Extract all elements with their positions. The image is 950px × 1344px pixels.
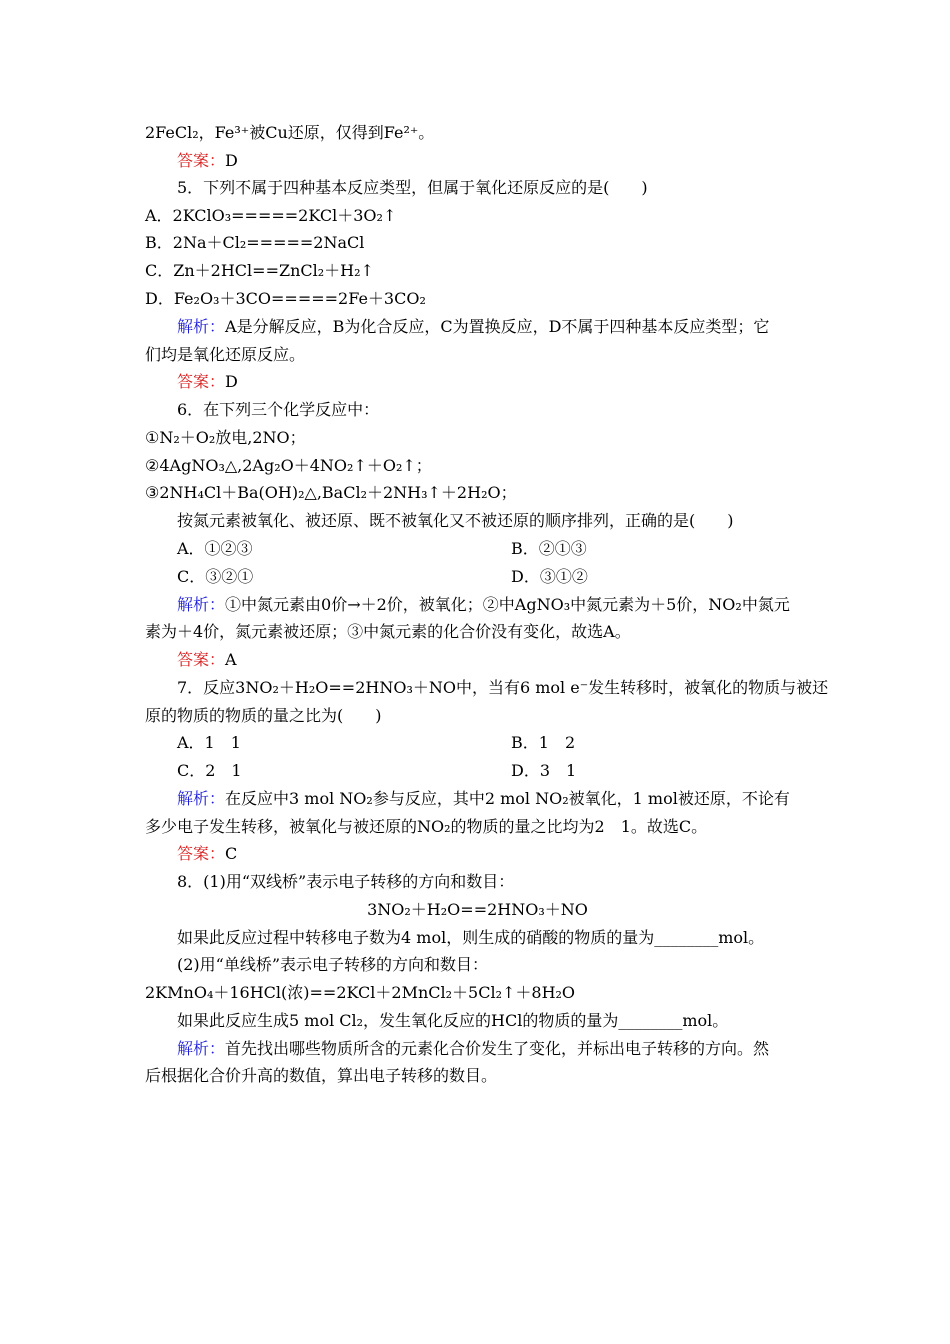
text-line: 按氮元素被氧化、被还原、既不被氧化又不被还原的顺序排列，正确的是( ) xyxy=(177,511,734,530)
analysis-label: 解析： xyxy=(177,789,226,808)
option-b: B．②①③ xyxy=(511,539,587,558)
reaction-1: ①N₂＋O₂放电,2NO； xyxy=(145,428,306,447)
reaction-3: ③2NH₄Cl＋Ba(OH)₂△,BaCl₂＋2NH₃↑＋2H₂O； xyxy=(145,483,517,502)
option-d: D．3 1 xyxy=(511,761,577,780)
option-b: B．2Na＋Cl₂=====2NaCl xyxy=(145,233,365,252)
text-line: 后根据化合价升高的数值，算出电子转移的数目。 xyxy=(145,1066,498,1085)
option-a: A．2KClO₃=====2KCl＋3O₂↑ xyxy=(145,206,397,225)
text-line: 如果此反应生成5 mol Cl₂，发生氧化反应的HCl的物质的量为________mol。 xyxy=(177,1011,729,1030)
reaction-2: ②4AgNO₃△,2Ag₂O＋4NO₂↑＋O₂↑； xyxy=(145,456,432,475)
answer-line: 答案：D xyxy=(177,372,238,391)
option-c: C．③②① xyxy=(177,567,254,586)
equation-line: 3NO₂＋H₂O==2HNO₃＋NO xyxy=(367,900,588,919)
analysis-line: 解析：①中氮元素由0价→＋2价，被氧化；②中AgNO₃中氮元素为＋5价，NO₂中氮元 xyxy=(177,595,790,614)
analysis-line: 解析：A是分解反应，B为化合反应，C为置换反应，D不属于四种基本反应类型；它 xyxy=(177,317,770,336)
answer-label: 答案： xyxy=(177,650,226,669)
option-a: A．1 1 xyxy=(177,733,241,752)
text-line: 素为＋4价，氮元素被还原；③中氮元素的化合价没有变化，故选A。 xyxy=(145,622,631,641)
option-a: A．①②③ xyxy=(177,539,253,558)
analysis-label: 解析： xyxy=(177,1039,226,1058)
text-line: 多少电子发生转移，被氧化与被还原的NO₂的物质的量之比均为2 1。故选C。 xyxy=(145,817,708,836)
answer-label: 答案： xyxy=(177,372,226,391)
analysis-label: 解析： xyxy=(177,595,226,614)
question-5: 5．下列不属于四种基本反应类型，但属于氧化还原反应的是( ) xyxy=(177,178,648,197)
option-d: D．③①② xyxy=(511,567,588,586)
analysis-line: 解析：首先找出哪些物质所含的元素化合价发生了变化，并标出电子转移的方向。然 xyxy=(177,1039,770,1058)
option-c: C．2 1 xyxy=(177,761,242,780)
text-line: 如果此反应过程中转移电子数为4 mol，则生成的硝酸的物质的量为________mol。 xyxy=(177,928,765,947)
analysis-line: 解析：在反应中3 mol NO₂参与反应，其中2 mol NO₂被氧化，1 mol被还原，不论有 xyxy=(177,789,790,808)
answer-line: 答案：C xyxy=(177,844,238,863)
option-d: D．Fe₂O₃＋3CO=====2Fe＋3CO₂ xyxy=(145,289,426,308)
question-6: 6．在下列三个化学反应中： xyxy=(177,400,380,419)
analysis-label: 解析： xyxy=(177,317,226,336)
text-line: 原的物质的物质的量之比为( ) xyxy=(145,706,382,725)
answer-label: 答案： xyxy=(177,844,226,863)
option-b: B．1 2 xyxy=(511,733,576,752)
answer-line: 答案：A xyxy=(177,650,237,669)
equation-line: 2KMnO₄＋16HCl(浓)==2KCl＋2MnCl₂＋5Cl₂↑＋8H₂O xyxy=(145,983,576,1002)
text-line: 们均是氧化还原反应。 xyxy=(145,345,306,364)
question-8: 8．(1)用“双线桥”表示电子转移的方向和数目： xyxy=(177,872,515,891)
answer-line: 答案：D xyxy=(177,151,238,170)
text-line: 2FeCl₂，Fe³⁺被Cu还原，仅得到Fe²⁺。 xyxy=(145,123,435,142)
answer-label: 答案： xyxy=(177,151,226,170)
option-c: C．Zn＋2HCl==ZnCl₂＋H₂↑ xyxy=(145,261,374,280)
text-line: (2)用“单线桥”表示电子转移的方向和数目： xyxy=(177,955,489,974)
question-7: 7．反应3NO₂＋H₂O==2HNO₃＋NO中，当有6 mol e⁻发生转移时，被氧化的物质与被还 xyxy=(177,678,829,697)
